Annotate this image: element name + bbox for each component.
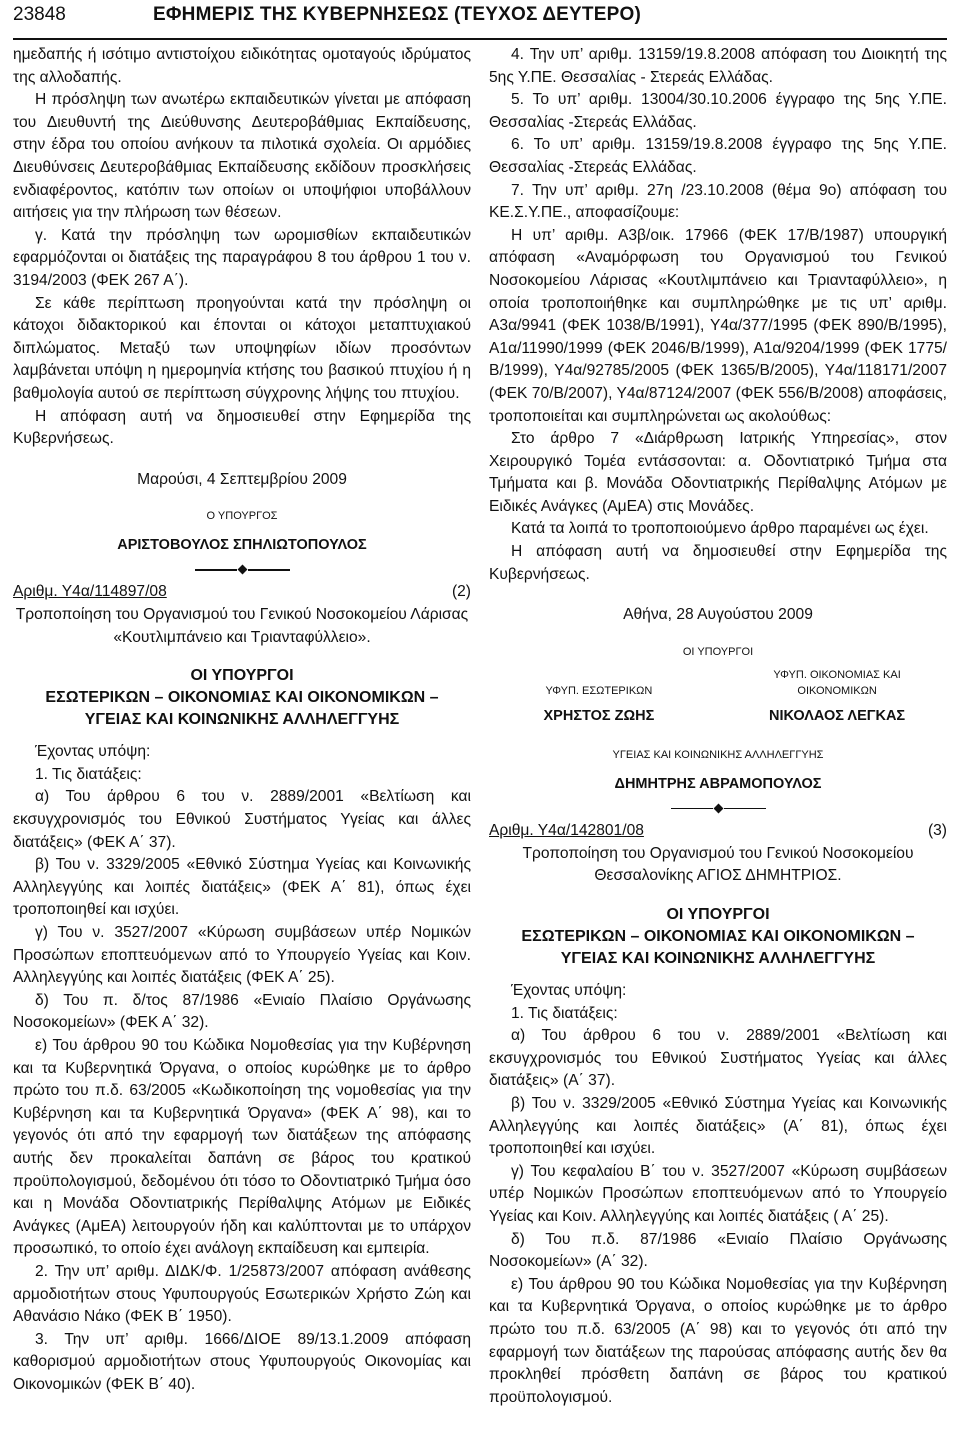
ministers-line: ΥΓΕΙΑΣ ΚΑΙ ΚΟΙΝΩΝΙΚΗΣ ΑΛΛΗΛΕΓΓΥΗΣ [560,950,876,967]
decision-title: Τροποποίηση του Οργανισμού του Γενικού Νοσοκομείου Λάρισας «Κουτλιμπάνειο και Τριανταφύλλειο». [15,606,469,646]
ministers-line: ΕΣΩΤΕΡΙΚΩΝ – ΟΙΚΟΝΟΜΙΑΣ ΚΑΙ ΟΙΚΟΝΟΜΙΚΩΝ – [45,689,439,707]
ministers-heading [489,904,947,970]
paragraph: 5. Το υπ’ αριθμ. 13004/30.10.2006 έγγραφο της 5ης Υ.ΠΕ. Θεσσαλίας -Στερεάς Ελλάδας. [489,91,947,131]
paragraph: ε) Του άρθρου 90 του Κώδικα Νομοθεσίας για την Κυβέρνηση και τα Κυβερνητικά Όργανα, ο οποίος κυρώθηκε με το άρθρο πρώτο του π.δ. 63/2005 (Α΄ 98) και το γεγονός ότι από την εφαρμογή των διατάξεων της παρούσας απόφασης αυτής δεν θα προκληθεί πρόσθετη δαπάνη σε βάρος του κρατικού προϋπολογισμού. [489,1275,947,1406]
paragraph: β) Του ν. 3329/2005 «Εθνικό Σύστημα Υγείας και Κοινωνικής Αλληλεγγύης και λοιπές διατάξεις» (ΦΕΚ Α΄ 81), όπως έχει τροποποιηθεί και ισχύει. [13,856,471,919]
ministers-line: ΟΙ ΥΠΟΥΡΓΟΙ [190,667,294,685]
decision-number-row [13,581,471,604]
paragraph: Κατά τα λοιπά το τροποποιούμενο άρθρο παραμένει ως έχει. [511,520,929,538]
signatory-name: ΝΙΚΟΛΑΟΣ ΛΕΓΚΑΣ [769,708,906,725]
paragraph: 6. Το υπ’ αριθμ. 13159/19.8.2008 έγγραφο της 5ης Υ.ΠΕ. Θεσσαλίας -Στερεάς Ελλάδας. [489,136,947,176]
signatory-pair [489,667,947,738]
paragraph: δ) Του π. δ/τος 87/1986 «Ενιαίο Πλαίσιο Οργάνωσης Νοσοκομείων» (ΦΕΚ Α΄ 32). [13,991,471,1032]
paragraph: 7. Την υπ’ αριθμ. 27η /23.10.2008 (θέμα 9ο) απόφαση του ΚΕ.Σ.Υ.ΠΕ., αποφασίζουμε: [489,181,947,222]
two-column-body [13,44,947,1415]
paragraph: 2. Την υπ’ αριθμ. ΔΙΔΚ/Φ. 1/25873/2007 απόφαση ανάθεσης αρμοδιοτήτων στους Υφυπουργούς Εσωτερικών Χρήστο Ζώη και Αθανάσιο Νάκο (ΦΕΚ Β΄ 1950). [13,1262,471,1326]
left-column [13,44,471,1415]
paragraph: 4. Την υπ’ αριθμ. 13159/19.8.2008 απόφαση του Διοικητή της 5ης Υ.ΠΕ. Θεσσαλίας - Στερεάς Ελλάδας. [489,46,947,86]
paragraph: α) Του άρθρου 6 του ν. 2889/2001 «Βελτίωση και εκσυγχρονισμός του Εθνικού Συστήματος Υγείας και άλλες διατάξεις» (ΦΕΚ Α΄ 37). [13,788,471,851]
paragraph: Έχοντας υπόψη: [511,982,627,999]
paragraph: β) Του ν. 3329/2005 «Εθνικό Σύστημα Υγείας και Κοινωνικής Αλληλεγγύης και λοιπές διατάξεις» (Α΄ 81), όπως έχει τροποποιηθεί και ισχύει. [489,1094,947,1158]
paragraph: Σε κάθε περίπτωση προηγούνται κατά την πρόσληψη οι κάτοχοι διδακτορικού και έπονται οι κάτοχοι μεταπτυχιακού διπλώματος. Μεταξύ των υποψηφίων ιδίων προσόντων λαμβάνεται υπόψη η ημερομηνία κτήσης του βασικού πτυχίου ή η βαθμολογία αυτού σε περίπτωση σύγχρονης λήψης του πτυχίου. [13,294,471,402]
signatory-economy [727,667,947,738]
paragraph: 3. Την υπ’ αριθμ. 1666/ΔΙΟΕ 89/13.1.2009 απόφαση καθορισμού αρμοδιοτήτων στους Υφυπουργούς Οικονομίας και Οικονομικών (ΦΕΚ Β΄ 40). [13,1330,471,1393]
ministers-line: ΟΙ ΥΠΟΥΡΓΟΙ [666,906,770,923]
page-number: 23848 [13,4,66,25]
paragraph: ε) Του άρθρου 90 του Κώδικα Νομοθεσίας για την Κυβέρνηση και τα Κυβερνητικά Όργανα, ο οποίος κυρώθηκε με το άρθρο πρώτο του π.δ. 63/2005 «Κωδικοποίηση της νομοθεσίας για την Κυβέρνηση και τα Κυβερνητικά Όργανα» (ΦΕΚ Α΄ 98), και το γεγονός ότι από την εφαρμογή των διατάξεων της απόφασης αυτής δεν προκαλείται δαπάνη σε βάρος του κρατικού προϋπολογισμού, δεδομένου ότι τόσο το Οδοντιατρικό Τμήμα όσο και η Μονάδα Οδοντιατρικής Περίθαλψης Ατόμων με Ειδικές Ανάγκες (ΑμΕΑ) λειτουργούν ήδη και καλύπτονται με το υπάρχον προσωπικό, το οποίο έχει ανάλογη εκπαίδευση και εμπειρία. [13,1036,471,1258]
decision-number-row [489,820,947,843]
signatory-name: ΑΡΙΣΤΟΒΟΥΛΟΣ ΣΠΗΛΙΩΤΟΠΟΥΛΟΣ [117,536,367,553]
decision-number: Αριθμ. Υ4α/114897/08 [13,583,167,601]
place-date: Αθήνα, 28 Αυγούστου 2009 [623,606,813,624]
gazette-title: ΕΦΗΜΕΡΙΣ ΤΗΣ ΚΥΒΕΡΝΗΣΕΩΣ (ΤΕΥΧΟΣ ΔΕΥΤΕΡΟ) [153,4,641,25]
paragraph: Έχοντας υπόψη: [35,743,151,761]
signatory-interior [489,667,709,738]
place-date: Μαρούσι, 4 Σεπτεμβρίου 2009 [137,470,347,488]
signatory-title: Ο ΥΠΟΥΡΓΟΣ [206,510,278,523]
signatory-title: ΥΦΥΠ. ΕΣΩΤΕΡΙΚΩΝ [545,685,653,698]
paragraph: Στο άρθρο 7 «Διάρθρωση Ιατρικής Υπηρεσίας», στον Χειρουργικό Τομέα εντάσσονται: α. Οδοντιατρικό Τμήμα στα Τμήματα και β. Μονάδα Οδοντιατρικής Περίθαλψης Ατόμων με Ειδικές Ανάγκες (ΑμΕΑ) στις Μονάδες. [489,430,947,515]
paragraph: α) Του άρθρου 6 του ν. 2889/2001 «Βελτίωση και εκσυγχρονισμός του Εθνικού Συστήματος Υγείας και άλλες διατάξεις» (Α΄ 37). [489,1027,947,1090]
paragraph: 1. Τις διατάξεις: [35,765,142,783]
paragraph: δ) Του π.δ. 87/1986 «Ενιαίο Πλαίσιο Οργάνωσης Νοσοκομείων» (Α΄ 32). [489,1230,947,1271]
decision-index: (2) [451,583,471,601]
paragraph: γ) Του κεφαλαίου Β΄ του ν. 3527/2007 «Κύρωση συμβάσεων υπέρ Νομικών Προσώπων εποπτευόμενων από το Υπουργείο Υγείας και Κοιν. Αλληλεγγύης και λοιπές διατάξεις ( Α΄ 25). [489,1162,947,1225]
paragraph: Η υπ’ αριθμ. Α3β/οικ. 17966 (ΦΕΚ 17/Β/1987) υπουργική απόφαση «Αναμόρφωση του Οργανισμού του Γενικού Νοσοκομείου Λάρισας «Κουτλιμπάνειο και Τριανταφύλλειο», η οποία τροποποιήθηκε και συμπληρώθηκε με τις υπ’ αριθμ. Α3α/9941 (ΦΕΚ 1038/Β/1991), Υ4α/377/1995 (ΦΕΚ 890/Β/1995), Α1α/11990/1999 (ΦΕΚ 2046/Β/1999), Α1α/9204/1999 (ΦΕΚ 1775/Β/1999), Υ4α/92785/2005 (ΦΕΚ 1365/Β/2005), Υ4α/118171/2007 (ΦΕΚ 70/Β/2007), Υ4α/87124/2007 (ΦΕΚ 556/Β/2008) αποφάσεις, τροποποιείται και συμπληρώνεται ως ακολούθως: [489,226,947,425]
paragraph: γ. Κατά την πρόσληψη των ωρομισθίων εκπαιδευτικών εφαρμόζονται οι διατάξεις της παραγράφου 8 του άρθρου 1 του ν. 3194/2003 (ΦΕΚ 267 Α΄). [13,226,471,289]
page-header [13,0,947,40]
signatory-name: ΔΗΜΗΤΡΗΣ ΑΒΡΑΜΟΠΟΥΛΟΣ [614,775,822,792]
section-separator [13,566,471,573]
paragraph: Η απόφαση αυτή να δημοσιευθεί στην Εφημερίδα της Κυβερνήσεως. [489,543,947,583]
decision-title: Τροποποίηση του Οργανισμού του Γενικού Νοσοκομείου Θεσσαλονίκης ΑΓΙΟΣ ΔΗΜΗΤΡΙΟΣ. [522,844,914,885]
decision-index: (3) [927,822,947,840]
decision-number: Αριθμ. Υ4α/142801/08 [489,822,644,840]
paragraph: 1. Τις διατάξεις: [511,1004,618,1022]
ministers-line: ΥΓΕΙΑΣ ΚΑΙ ΚΟΙΝΩΝΙΚΗΣ ΑΛΛΗΛΕΓΓΥΗΣ [84,711,400,729]
signatory-title: ΥΓΕΙΑΣ ΚΑΙ ΚΟΙΝΩΝΙΚΗΣ ΑΛΛΗΛΕΓΓΥΗΣ [612,749,824,762]
signatory-title: ΟΙΚΟΝΟΜΙΚΩΝ [797,685,877,698]
diamond-ornament-icon [237,565,247,575]
paragraph: Η απόφαση αυτή να δημοσιευθεί στην Εφημερίδα της Κυβερνήσεως. [13,407,471,448]
section-separator [489,805,947,812]
diamond-ornament-icon [713,804,723,814]
right-column [489,44,947,1415]
paragraph: ημεδαπής ή ισότιμο αντιστοίχου ειδικότητας ομοταγούς ιδρύματος της αλλοδαπής. [13,46,471,86]
paragraph: Η πρόσληψη των ανωτέρω εκπαιδευτικών γίνεται με απόφαση του Διευθυντή της Διεύθυνσης Δευτεροβάθμιας Εκπαίδευσης, στην έδρα του οποίου ανήκουν τα πιλοτικά σχολεία. Οι αρμόδιες Διευθύνσεις Δευτεροβάθμιας Εκπαίδευσης εκδίδουν προσκλήσεις ενδιαφέροντος, κατόπιν των οποίων οι υποψήφιοι υποβάλλουν αιτήσεις για την πλήρωση των θέσεων. [13,91,471,222]
signatory-title: ΟΙ ΥΠΟΥΡΓΟΙ [682,645,754,658]
ministers-heading [13,665,471,731]
paragraph: γ) Του ν. 3527/2007 «Κύρωση συμβάσεων υπέρ Νομικών Προσώπων εποπτευόμενων από το Υπουργείο Υγείας και Κοιν. Αλληλεγγύης και λοιπές διατάξεις (ΦΕΚ Α΄ 25). [13,924,471,987]
ministers-line: ΕΣΩΤΕΡΙΚΩΝ – ΟΙΚΟΝΟΜΙΑΣ ΚΑΙ ΟΙΚΟΝΟΜΙΚΩΝ – [521,928,915,945]
signatory-name: ΧΡΗΣΤΟΣ ΖΩΗΣ [543,708,655,725]
signatory-title: ΥΦΥΠ. ΟΙΚΟΝΟΜΙΑΣ ΚΑΙ [773,669,901,682]
